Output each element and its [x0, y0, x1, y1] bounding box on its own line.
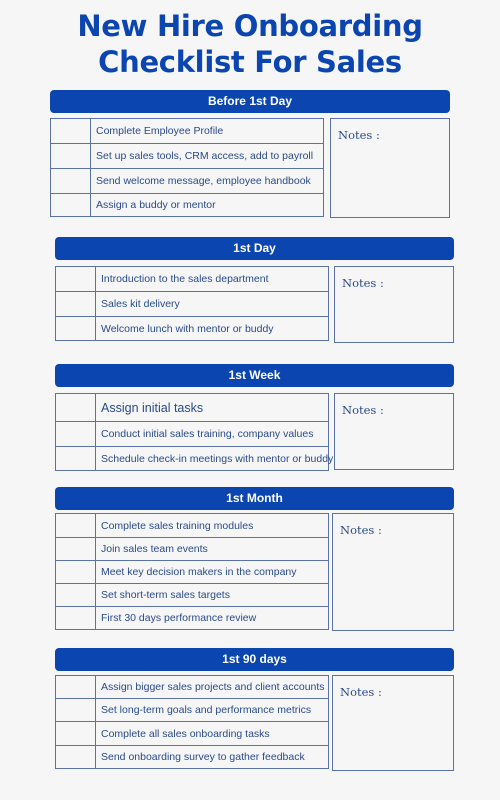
table-row — [56, 561, 328, 584]
table-row — [56, 394, 328, 422]
title-line-2: Checklist For Sales — [98, 45, 402, 79]
section-1st-day — [55, 237, 454, 345]
checkbox-cell[interactable] — [56, 722, 96, 745]
section-1st-90-days — [55, 648, 454, 772]
table-row — [56, 699, 328, 722]
task-label: Meet key decision makers in the company — [101, 566, 297, 578]
checkbox-cell[interactable] — [56, 607, 96, 629]
table-row — [51, 119, 323, 144]
checkbox-cell[interactable] — [56, 267, 96, 291]
page-title — [0, 8, 500, 80]
notes-box[interactable] — [332, 513, 454, 631]
task-label: Sales kit delivery — [101, 298, 180, 310]
checkbox-cell[interactable] — [51, 119, 91, 143]
section-header: 1st Day — [55, 237, 454, 260]
task-label: Send onboarding survey to gather feedback — [101, 751, 305, 763]
checkbox-cell[interactable] — [56, 561, 96, 583]
task-label: Complete all sales onboarding tasks — [101, 727, 270, 740]
table-row — [56, 447, 334, 470]
checkbox-cell[interactable] — [51, 194, 91, 216]
checkbox-cell[interactable] — [56, 584, 96, 606]
section-header: 1st Week — [55, 364, 454, 387]
task-label: Welcome lunch with mentor or buddy — [101, 322, 274, 335]
table-row — [56, 292, 328, 317]
task-label: Complete Employee Profile — [96, 125, 224, 137]
notes-label: Notes : — [342, 276, 384, 290]
task-label: Assign a buddy or mentor — [96, 199, 216, 211]
notes-box[interactable] — [332, 675, 454, 771]
task-label: Conduct initial sales training, company values — [101, 428, 314, 440]
task-label: Complete sales training modules — [101, 519, 254, 532]
section-1st-month — [55, 487, 454, 632]
task-label: Send welcome message, employee handbook — [96, 175, 311, 187]
checkbox-cell[interactable] — [56, 676, 96, 698]
notes-box[interactable] — [334, 393, 454, 470]
table-row — [56, 607, 328, 629]
task-label: Introduction to the sales department — [101, 273, 269, 285]
task-label: Assign bigger sales projects and client accounts — [101, 681, 325, 693]
notes-label: Notes : — [340, 523, 382, 537]
table-row — [51, 194, 323, 216]
task-table — [55, 393, 334, 471]
table-row — [51, 169, 323, 194]
table-row — [56, 584, 328, 607]
checkbox-cell[interactable] — [56, 699, 96, 721]
task-table — [55, 513, 329, 630]
task-label: Assign initial tasks — [101, 400, 204, 415]
table-row — [56, 538, 328, 561]
checkbox-cell[interactable] — [56, 746, 96, 768]
table-row — [56, 676, 328, 699]
checkbox-cell[interactable] — [56, 317, 96, 340]
title-line-1: New Hire Onboarding — [77, 9, 423, 43]
section-header: Before 1st Day — [50, 90, 450, 113]
task-label: Join sales team events — [101, 543, 208, 555]
table-row — [51, 144, 323, 169]
table-row — [56, 722, 328, 746]
checkbox-cell[interactable] — [56, 447, 96, 470]
table-row — [56, 267, 328, 292]
checkbox-cell[interactable] — [56, 538, 96, 560]
task-table — [55, 675, 329, 769]
notes-box[interactable] — [330, 118, 450, 218]
section-before-1st-day — [50, 90, 450, 220]
task-table — [55, 266, 329, 341]
checkbox-cell[interactable] — [56, 514, 96, 537]
task-label: First 30 days performance review — [101, 612, 257, 624]
task-label: Set up sales tools, CRM access, add to payroll — [96, 150, 314, 162]
notes-label: Notes : — [338, 128, 380, 142]
table-row — [56, 746, 328, 768]
table-row — [56, 317, 328, 340]
checkbox-cell[interactable] — [56, 292, 96, 316]
task-table — [50, 118, 324, 217]
section-1st-week — [55, 364, 454, 472]
section-header: 1st 90 days — [55, 648, 454, 671]
notes-label: Notes : — [342, 403, 384, 417]
task-label: Set long-term goals and performance metrics — [101, 704, 312, 716]
task-label: Set short-term sales targets — [101, 589, 230, 601]
task-label: Schedule check-in meetings with mentor or buddy — [101, 452, 334, 465]
table-row — [56, 514, 328, 538]
section-header: 1st Month — [55, 487, 454, 510]
checkbox-cell[interactable] — [56, 394, 96, 421]
notes-box[interactable] — [334, 266, 454, 343]
checkbox-cell[interactable] — [51, 169, 91, 193]
checkbox-cell[interactable] — [56, 422, 96, 446]
notes-label: Notes : — [340, 685, 382, 699]
table-row — [56, 422, 328, 447]
checkbox-cell[interactable] — [51, 144, 91, 168]
